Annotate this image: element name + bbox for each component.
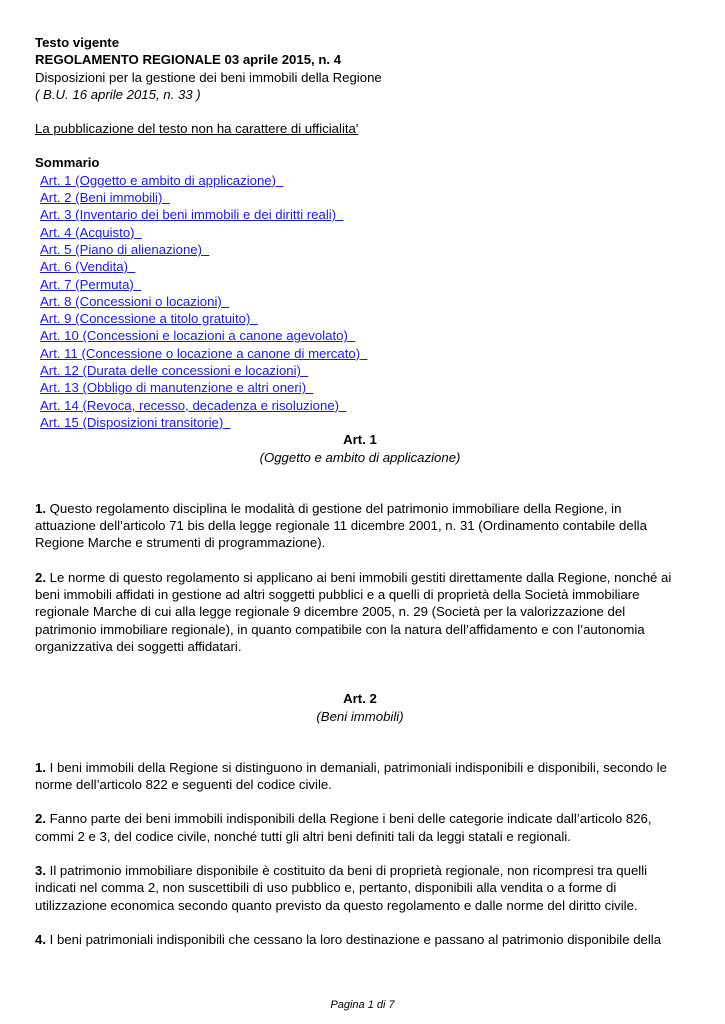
document-page — [35, 34, 685, 948]
toc-link-art-2[interactable]: Art. 2 (Beni immobili) — [40, 190, 163, 206]
paragraph-number: 4. — [35, 931, 46, 947]
article-2-paragraph-4 — [35, 931, 685, 948]
paragraph-text: Questo regolamento disciplina le modalità di gestione del patrimonio immobiliare della Regione, in attuazione dell’articolo 71 bis della legge regionale 11 dicembre 2001, n. 31 (Ordinamento contabile della Regione Marche e strumenti di programmazione). — [35, 500, 647, 551]
article-1-paragraph-2 — [35, 569, 685, 655]
toc-heading: Sommario — [35, 155, 100, 171]
article-1-paragraph-1 — [35, 500, 685, 552]
toc-link-art-15[interactable]: Art. 15 (Disposizioni transitorie) — [40, 414, 224, 430]
disclaimer: La pubblicazione del testo non ha carattere di ufficialita' — [35, 121, 359, 137]
toc-link-art-7[interactable]: Art. 7 (Permuta) — [40, 276, 134, 292]
table-of-contents — [35, 172, 685, 431]
toc-link-art-3[interactable]: Art. 3 (Inventario dei beni immobili e dei diritti reali) — [40, 207, 337, 223]
paragraph-text: Fanno parte dei beni immobili indisponibili della Regione i beni delle categorie indicate dall’articolo 826, commi 2 e 3, del codice civile, nonché tutti gli altri beni definiti tali da leggi statali e regionali. — [35, 811, 652, 844]
paragraph-number: 1. — [35, 500, 46, 516]
article-2-title: Art. 2 — [343, 691, 377, 707]
paragraph-text: I beni patrimoniali indisponibili che cessano la loro destinazione e passano al patrimonio disponibile della — [46, 931, 662, 947]
toc-link-art-10[interactable]: Art. 10 (Concessioni e locazioni a canone agevolato) — [40, 328, 348, 344]
toc-link-art-5[interactable]: Art. 5 (Piano di alienazione) — [40, 241, 203, 257]
paragraph-text: Le norme di questo regolamento si applicano ai beni immobili gestiti direttamente dalla Regione, nonché ai beni immobili affidati in gestione ad altri soggetti pubblici e a quelli di proprietà della Società immobiliare regionale Marche di cui alla legge regionale 9 dicembre 2005, n. 29 (Società per la valorizzazione del patrimonio immobiliare regionale), in quanto compatibile con la natura dell’affidamento e con l’autonomia organizzativa dei soggetti affidatari. — [35, 569, 672, 654]
toc-link-art-13[interactable]: Art. 13 (Obbligo di manutenzione e altri oneri) — [40, 380, 307, 396]
toc-link-art-8[interactable]: Art. 8 (Concessioni o locazioni) — [40, 293, 222, 309]
bulletin-reference: ( B.U. 16 aprile 2015, n. 33 ) — [35, 86, 201, 102]
status-label: Testo vigente — [35, 35, 120, 50]
article-2-paragraph-2 — [35, 810, 685, 845]
paragraph-number: 3. — [35, 862, 46, 878]
toc-link-art-9[interactable]: Art. 9 (Concessione a titolo gratuito) — [40, 311, 251, 327]
article-2-paragraph-3 — [35, 862, 685, 914]
paragraph-number: 1. — [35, 759, 46, 775]
toc-link-art-4[interactable]: Art. 4 (Acquisto) — [40, 224, 135, 240]
paragraph-number: 2. — [35, 569, 46, 585]
toc-link-art-6[interactable]: Art. 6 (Vendita) — [40, 259, 128, 275]
toc-link-art-11[interactable]: Art. 11 (Concessione o locazione a canone di mercato) — [40, 345, 361, 361]
paragraph-text: I beni immobili della Regione si distinguono in demaniali, patrimoniali indisponibili e disponibili, secondo le norme dell’articolo 822 e seguenti del codice civile. — [35, 759, 667, 793]
article-2-subtitle: (Beni immobili) — [316, 708, 404, 724]
article-1-subtitle: (Oggetto e ambito di applicazione) — [259, 449, 461, 465]
toc-link-art-14[interactable]: Art. 14 (Revoca, recesso, decadenza e risoluzione) — [40, 397, 340, 413]
regulation-title: REGOLAMENTO REGIONALE 03 aprile 2015, n. 4 — [35, 52, 342, 68]
article-2-paragraph-1 — [35, 759, 685, 794]
article-1-title: Art. 1 — [343, 432, 377, 448]
regulation-subtitle: Disposizioni per la gestione dei beni immobili della Regione — [35, 69, 382, 85]
page-number: Pagina 1 di 7 — [330, 999, 395, 1011]
paragraph-number: 2. — [35, 811, 46, 827]
paragraph-text: Il patrimonio immobiliare disponibile è costituito da beni di proprietà regionale, non ricompresi tra quelli indicati nel comma 2, non suscettibili di uso pubblico e, pertanto, disponibili alla vendita o a forme di utilizzazione economica secondo quanto previsto da questo regolamento e dalle norme del diritto civile. — [35, 862, 648, 913]
toc-link-art-12[interactable]: Art. 12 (Durata delle concessioni e locazioni) — [40, 363, 301, 379]
toc-link-art-1[interactable]: Art. 1 (Oggetto e ambito di applicazione) — [40, 172, 277, 188]
